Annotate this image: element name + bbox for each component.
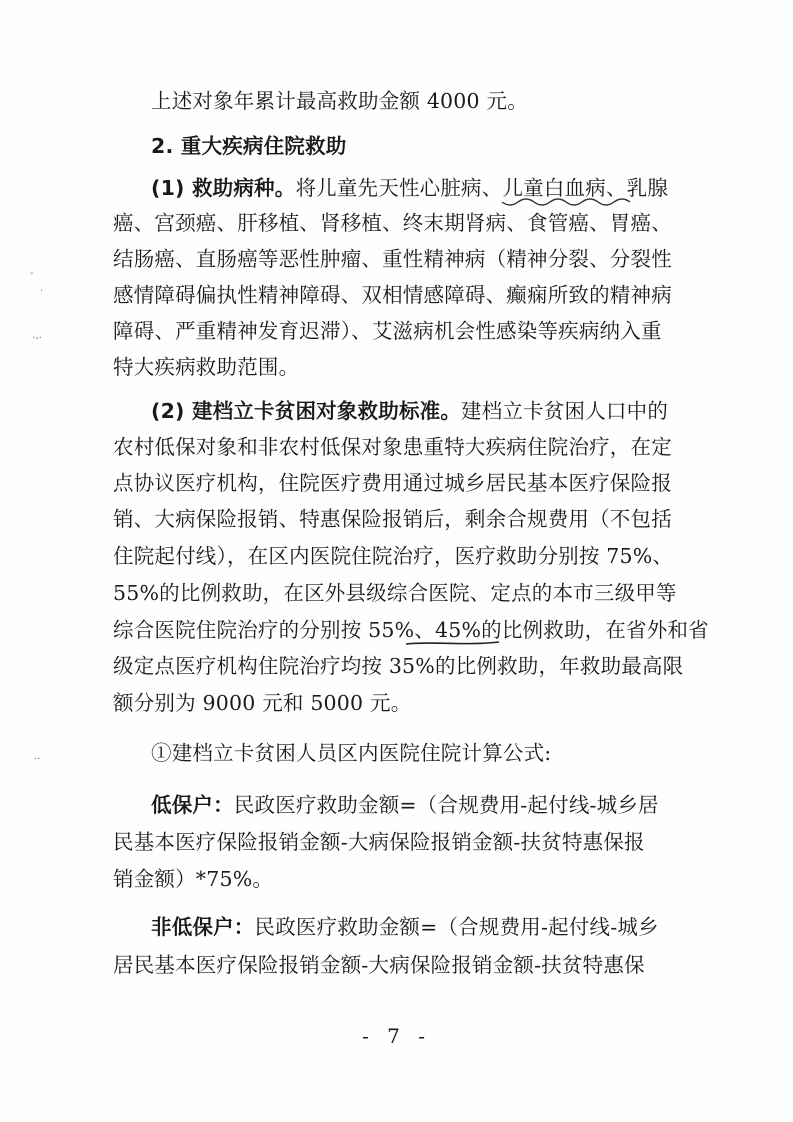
paragraph-line: 民基本医疗保险报销金额-大病保险报销金额-扶贫特惠保报 <box>113 830 645 854</box>
paragraph-line: 农村低保对象和非农村低保对象患重特大疾病住院治疗，在定 <box>113 435 672 459</box>
paragraph-line: 非低保户：民政医疗救助金额=（合规费用-起付线-城乡 <box>151 915 659 939</box>
paragraph-line: (1) 救助病种。将儿童先天性心脏病、儿童白血病、乳腺 <box>151 176 669 200</box>
paragraph-line: 癌、宫颈癌、肝移植、肾移植、终末期肾病、食管癌、胃癌、 <box>113 211 672 235</box>
label: 低保户： <box>151 793 234 817</box>
paragraph-line: 住院起付线），在区内医院住院治疗，医疗救助分别按 75%、 <box>113 544 674 568</box>
scan-speck: ·-· <box>32 333 42 344</box>
paragraph-line: 点协议医疗机构，住院医疗费用通过城乡居民基本医疗保险报 <box>113 471 672 495</box>
paragraph-line: 综合医院住院治疗的分别按 55%、45%的比例救助，在省外和省 <box>113 618 709 642</box>
subheading: (2) 建档立卡贫困对象救助标准。 <box>151 399 462 423</box>
page-number: - 7 - <box>362 1024 431 1048</box>
paragraph-line: 障碍、严重精神发育迟滞）、艾滋病机会性感染等疾病纳入重 <box>113 319 662 343</box>
paragraph-line: (2) 建档立卡贫困对象救助标准。建档立卡贫困人口中的 <box>151 399 669 423</box>
subheading: (1) 救助病种。 <box>151 176 296 200</box>
scan-speck: · <box>40 286 44 297</box>
paragraph-line: 级定点医疗机构住院治疗均按 35%的比例救助，年救助最高限 <box>113 654 684 678</box>
paragraph-line: ①建档立卡贫困人员区内医院住院计算公式: <box>151 741 552 765</box>
scan-speck: ·· <box>34 754 41 765</box>
paragraph-line: 销金额）*75%。 <box>113 867 274 891</box>
section-heading: 2. 重大疾病住院救助 <box>151 134 347 158</box>
paragraph-line: 上述对象年累计最高救助金额 4000 元。 <box>151 89 528 113</box>
scan-speck: - <box>30 268 34 279</box>
paragraph-line: 销、大病保险报销、特惠保险报销后，剩余合规费用（不包括 <box>113 507 672 531</box>
paragraph-line: 55%的比例救助，在区外县级综合医院、定点的本市三级甲等 <box>113 581 677 605</box>
paragraph-line: 结肠癌、直肠癌等恶性肿瘤、重性精神病（精神分裂、分裂性 <box>113 247 672 271</box>
paragraph-line: 感情障碍偏执性精神障碍、双相情感障碍、癫痫所致的精神病 <box>113 283 672 307</box>
label: 非低保户： <box>151 915 255 939</box>
paragraph-line: 额分别为 9000 元和 5000 元。 <box>113 691 412 715</box>
paragraph-line: 特大疾病救助范围。 <box>113 355 300 379</box>
paragraph-line: 居民基本医疗保险报销金额-大病保险报销金额-扶贫特惠保 <box>113 953 645 977</box>
paragraph-line: 低保户：民政医疗救助金额=（合规费用-起付线-城乡居 <box>151 793 659 817</box>
